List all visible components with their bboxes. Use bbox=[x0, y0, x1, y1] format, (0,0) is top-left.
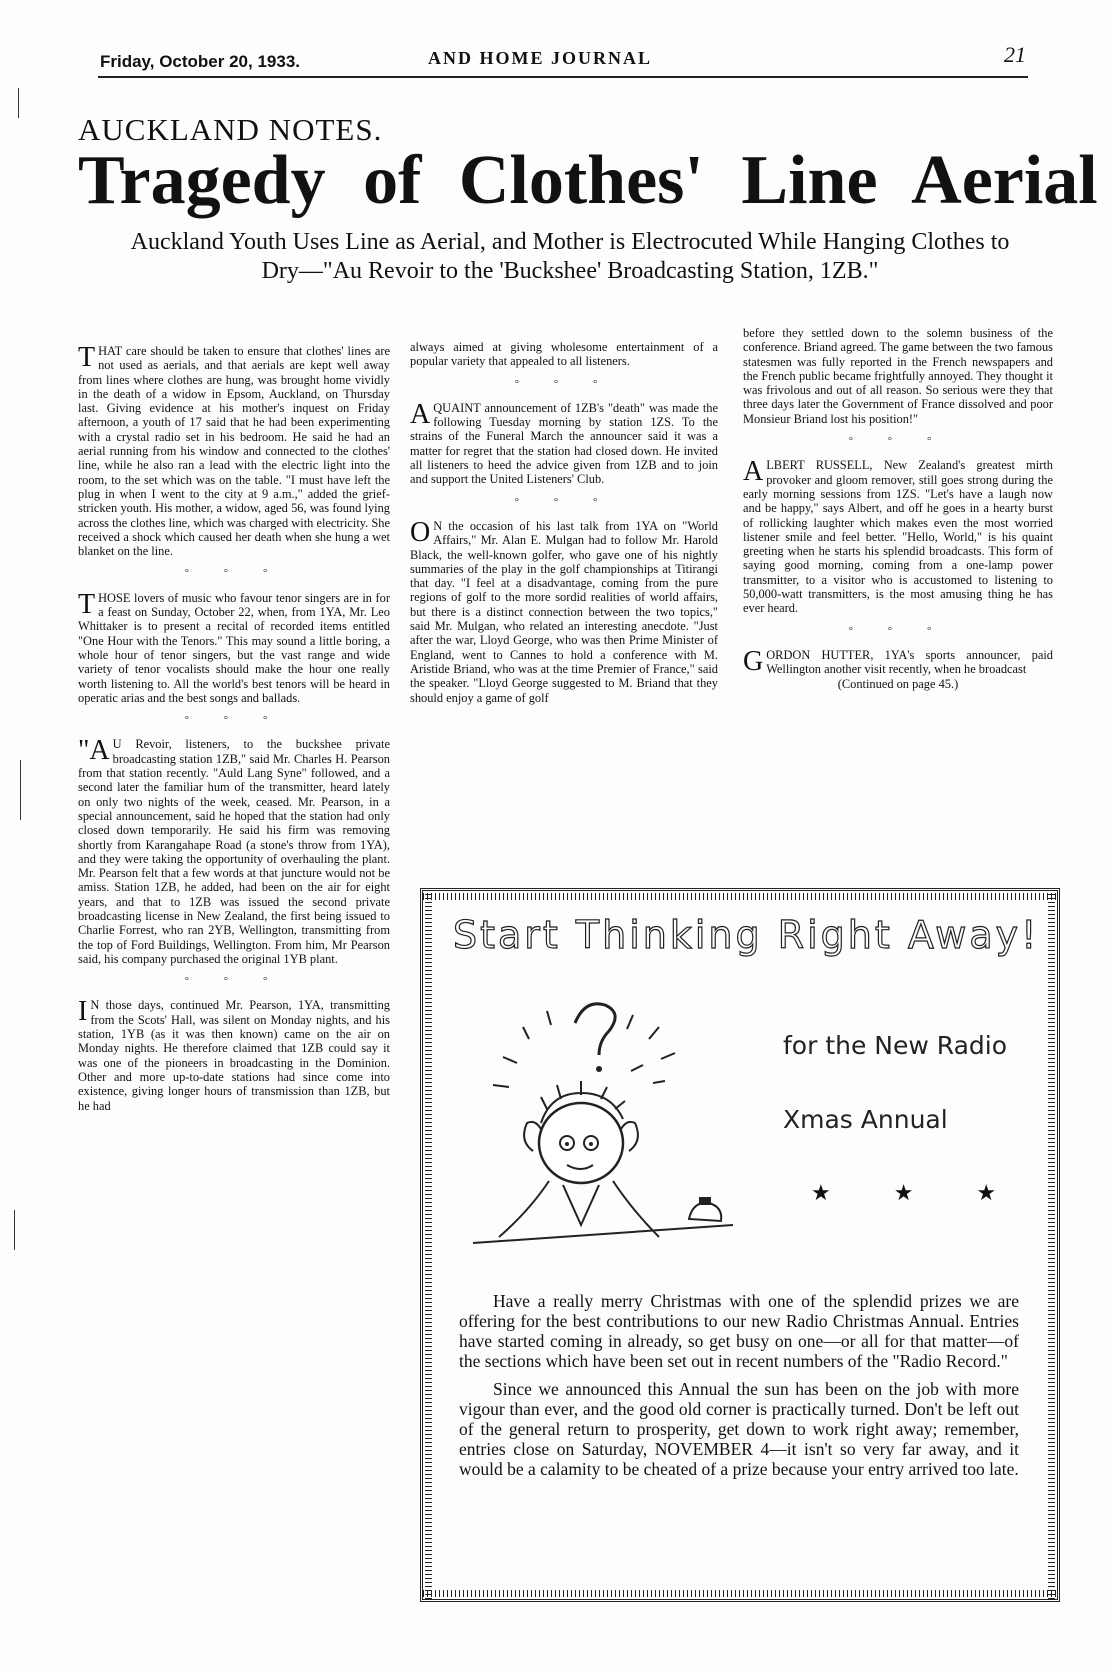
paragraph-text: ORDON HUTTER, 1YA's sports announcer, paid Wellington another visit recently, when he broadcast bbox=[766, 647, 1053, 677]
drop-cap: I bbox=[78, 996, 88, 1028]
ad-border bbox=[423, 1590, 1057, 1597]
drop-cap: A bbox=[743, 456, 764, 488]
page-number: 21 bbox=[1004, 42, 1026, 67]
paragraph bbox=[743, 645, 1053, 677]
ad-headline: Start Thinking Right Away! bbox=[453, 913, 1040, 957]
paragraph bbox=[410, 340, 718, 369]
drop-cap: G bbox=[743, 645, 764, 677]
column-2 bbox=[410, 340, 718, 705]
paragraph-text: HAT care should be taken to ensure that clothes' lines are not used as aerials, and that aerials are kept well away from lines where clothes are hung, was brought home vividly in the death of a widow in Epsom, Auckland, on Thursday last. Giving evidence at his mother's inquest on Friday afternoon, a youth of 17 said that he had been experimenting with a crystal radio set in his bedroom. He said he had an aerial running from his window and connected to the clothes' line, while he also ran a lead with the electric light into the room, to the set which was on the table. "I must have left the plug in when I went to the city at 9 a.m.," added the grief-stricken youth. His mother, a widow, aged 56, was found lying across the clothes line, which was charged with electricity. She received a shock which caused her death when she hung a wet blanket on the line. bbox=[78, 344, 390, 559]
question-mark-icon bbox=[575, 1004, 615, 1055]
paragraph-text: LBERT RUSSELL, New Zealand's greatest mirth provoker and gloom remover, still goes strong during the early morning sessions from 1ZS. "Let's have a laugh now and be happy," says Albert, and off he goes in a hearty burst of rollicking laughter which makes even the most worried listener smile and feel better. "Hello, World," is his quaint greeting when he starts his splendid broadcasts. This form of saying good morning, coming from a one-lamp power transmitter, to a visitor who is accustomed to listening to 50,000-watt transmitters, is the most amusing thing he has ever heard. bbox=[743, 458, 1053, 616]
paragraph bbox=[78, 588, 390, 705]
drop-cap: "A bbox=[78, 735, 110, 767]
desk-edge bbox=[473, 1225, 733, 1243]
ad-subheadline-2: Xmas Annual bbox=[783, 1105, 948, 1134]
paragraph-text: N those days, continued Mr. Pearson, 1YA, transmitting from the Scots' Hall, was silent on Monday nights, and his station, 1YB (as it was then known) came on the air on Monday nights. He therefore claimed that 1ZB could say it was one of the pioneers in broadcasting in the Dominion. Other and more up-to-date stations had since come into existence, giving longer hours of transmission than 1ZB, but he had bbox=[78, 998, 390, 1113]
masthead-journal-title: AND HOME JOURNAL bbox=[428, 48, 652, 68]
question-mark-dot bbox=[596, 1066, 602, 1072]
section-ornament: ° ° ° bbox=[848, 435, 948, 448]
paragraph-text: HOSE lovers of music who favour tenor singers are in for a feast on Sunday, October 22, when, from 1YA, Mr. Leo Whittaker is to present a recital of recorded items entitled "One Hour with the Tenors." This may sound a little boring, a whole hour of tenor singers, but the vast range and wide variety of tenor vocalists should make the hour one really worth listening to. All the world's best tenors will be heard in operatic arias and the best songs and ballads. bbox=[78, 590, 390, 705]
ad-border bbox=[423, 893, 1057, 900]
drop-cap: A bbox=[410, 398, 431, 430]
paragraph-text: before they settled down to the solemn business of the conference. Briand agreed. The game between the two famous statesmen was fully reported in the French newspapers and the French public became frightfully annoyed. They thought it was frivolous and out of all reason. So serious were they that three days later the Government of France dissolved and poor Monsieur Briand lost his position!" bbox=[743, 326, 1053, 426]
article-subheadline: Auckland Youth Uses Line as Aerial, and Mother is Electrocuted While Hanging Clothes to Dry—"Au Revoir to the 'Buckshee' Broadcasting Station, 1ZB." bbox=[130, 229, 1010, 284]
section-label: AUCKLAND NOTES. bbox=[78, 112, 383, 147]
section-ornament: ° ° ° bbox=[184, 975, 284, 988]
section-ornament: ° ° ° bbox=[848, 624, 948, 637]
head-outline bbox=[539, 1103, 623, 1183]
section-ornament: ° ° ° bbox=[514, 377, 614, 390]
paragraph-text: N the occasion of his last talk from 1YA on "World Affairs," Mr. Alan E. Mulgan had to follow Mr. Harold Black, the well-known golfer, who gave one of his nightly summaries of the play in the golf championships at Titirangi that day. "I feel at a disadvantage, coming from the pure regions of golf to the more sordid realities of world affairs, but there is a distinct connection between the two topics," said Mr. Mulgan, who related an interesting anecdote. "Just after the war, Lloyd George, who was then Prime Minister of England, went to Cannes to hold a conference with M. Aristide Briand, who was at the time Premier of France," said the speaker. "Lloyd George suggested to M. Briand that they should enjoy a game of golf bbox=[410, 518, 718, 705]
ad-paragraph-2: Since we announced this Annual the sun has been on the job with more vigour than ever, and the good old corner is practically turned. Don't be left out of the general return to prosperity, get down to work right away; remember, entries close on Saturday, NOVEMBER 4—it isn't so very far away, and it would be a calamity to be cheated of a prize because your entry arrived too late. bbox=[459, 1379, 1019, 1479]
thinking-man-illustration bbox=[463, 991, 753, 1261]
paragraph-text: U Revoir, listeners, to the buckshee private broadcasting station 1ZB," said Mr. Charles H. Pearson from that station recently. "Auld Lang Syne" followed, and a second later the familiar hum of the transmitter, heard lately on only two nights of the week, ceased. Mr. Pearson, in a special announcement, said he hoped that the station had only closed down temporarily. He said his firm was removing shortly from Karangahape Road (a stone's throw from 1YA), and they were taking the opportunity of overhauling the plant. Mr. Pearson felt that a few words at that juncture would not be amiss. Station 1ZB, he added, had been on the air for eight years, and that to 1ZB was issued the second private broadcasting license in New Zealand, the first being issued to Charlie Forrest, who ran 2YB, Wellington, transmitting from the top of Ford Buildings, Wellington. From him, Mr Pearson said, his company purchased the original 1YB plant. bbox=[78, 737, 390, 966]
ink-pot-icon bbox=[689, 1203, 721, 1221]
column-1 bbox=[78, 344, 390, 1113]
ad-border bbox=[425, 891, 432, 1599]
thought-dashes bbox=[493, 1011, 675, 1087]
paragraph bbox=[410, 398, 718, 487]
paragraph bbox=[78, 737, 390, 966]
margin-mark bbox=[14, 1210, 15, 1250]
paragraph-text: QUAINT announcement of 1ZB's "death" was made the following Tuesday morning by station 1ZS. To the strains of the Funeral March the announcer said it was a matter for regret that the station had closed down. He invited all listeners to heed the advice given from 1ZB and to join and support the United Listeners' Club. bbox=[410, 400, 718, 487]
paragraph-text: always aimed at giving wholesome entertainment of a popular variety that appealed to all listeners. bbox=[410, 340, 718, 369]
drop-cap: T bbox=[78, 342, 96, 373]
margin-mark bbox=[20, 760, 21, 820]
masthead bbox=[98, 42, 1028, 78]
radio-annual-advertisement bbox=[420, 888, 1060, 1602]
continued-note: (Continued on page 45.) bbox=[837, 676, 959, 691]
paragraph bbox=[743, 458, 1053, 615]
ad-border bbox=[1048, 891, 1055, 1599]
paragraph bbox=[78, 344, 390, 558]
section-ornament: ° ° ° bbox=[184, 567, 284, 580]
column-3 bbox=[743, 326, 1053, 691]
paragraph bbox=[78, 998, 390, 1112]
margin-mark bbox=[18, 88, 19, 118]
section-ornament: ° ° ° bbox=[514, 495, 614, 508]
ad-body bbox=[459, 1291, 1019, 1487]
star-icons: ★ ★ ★ bbox=[811, 1181, 1025, 1206]
ad-subheadline-1: for the New Radio bbox=[783, 1031, 1008, 1060]
section-ornament: ° ° ° bbox=[184, 714, 284, 727]
drop-cap: O bbox=[410, 516, 431, 548]
drop-cap: T bbox=[78, 588, 96, 620]
masthead-date: Friday, October 20, 1933. bbox=[100, 52, 300, 71]
paragraph bbox=[743, 326, 1053, 426]
paragraph bbox=[410, 516, 718, 705]
torso-lines bbox=[499, 1181, 659, 1237]
ad-paragraph-1: Have a really merry Christmas with one of the splendid prizes we are offering for the best contributions to our new Radio Christmas Annual. Entries have started coming in already, so get busy on one—or all for that matter—of the sections which have been set out in recent numbers of the "Radio Record." bbox=[459, 1291, 1019, 1371]
article-headline: Tragedy of Clothes' Line Aerial bbox=[78, 142, 1098, 219]
